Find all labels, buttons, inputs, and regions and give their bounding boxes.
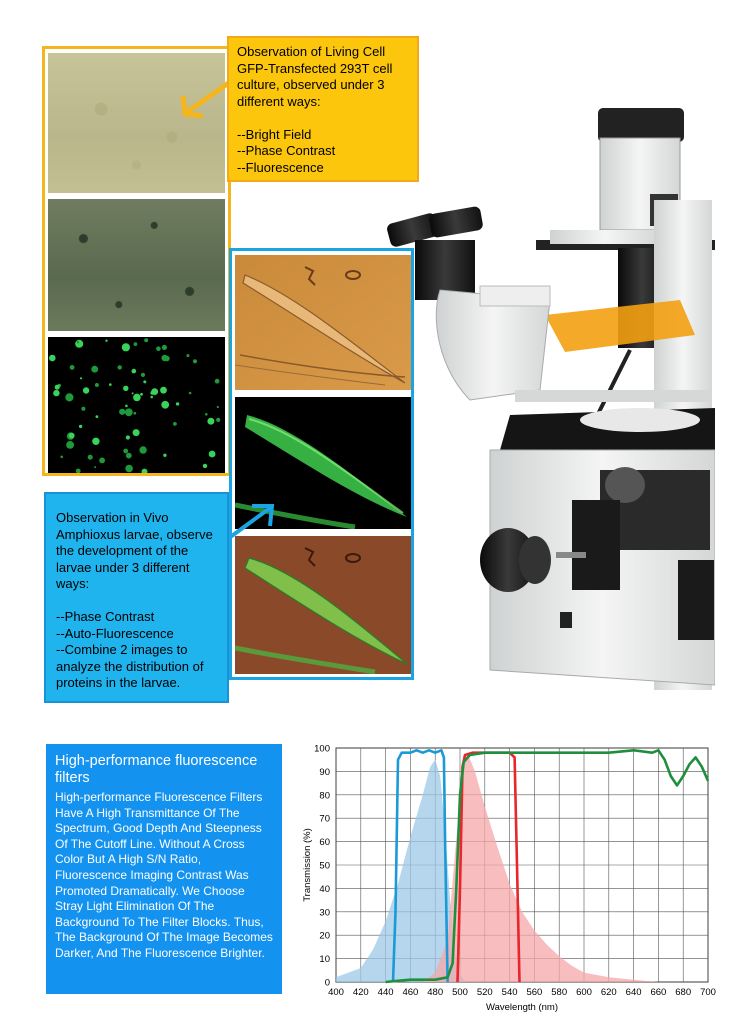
fluorescent-cell — [99, 458, 105, 464]
y-tick-label: 10 — [319, 954, 330, 966]
y-tick-label: 80 — [319, 790, 330, 802]
fluorescent-cell — [80, 377, 82, 379]
fluorescent-cell — [122, 343, 130, 351]
chart-x-axis-label: Wavelength (nm) — [486, 1002, 558, 1013]
fluorescent-cell — [203, 464, 207, 468]
fluorescent-cell — [105, 340, 107, 342]
fluorescent-cell — [119, 409, 125, 415]
fluorescent-cell — [88, 455, 93, 460]
fluorescent-cell — [70, 365, 75, 370]
fluorescent-cell — [53, 390, 59, 396]
fluorescent-cell — [133, 412, 136, 415]
x-tick-label: 580 — [551, 987, 568, 998]
fluorescent-cell — [125, 405, 128, 408]
chart-y-axis-label: Transmission (%) — [302, 828, 313, 902]
fluorescent-cell — [60, 456, 63, 459]
y-tick-label: 100 — [314, 743, 330, 755]
fluorescent-cell — [217, 406, 219, 408]
fluorescent-cell — [186, 354, 189, 357]
fluorescent-cell — [151, 388, 158, 395]
y-tick-label: 60 — [319, 837, 330, 849]
y-tick-label: 40 — [319, 883, 330, 895]
fluorescent-cell — [118, 365, 122, 369]
chart-x-tick-labels — [328, 987, 716, 998]
fluorescent-cell — [162, 345, 167, 350]
fluorescent-cell — [161, 355, 167, 361]
fluorescent-cell — [150, 396, 153, 399]
fluorescent-cell — [123, 449, 128, 454]
fluorescent-cell — [94, 466, 96, 468]
x-tick-label: 540 — [501, 987, 518, 998]
fluorescent-cell — [133, 394, 141, 402]
fluorescent-cell — [49, 355, 56, 362]
fluorescent-cell — [142, 469, 148, 473]
fluorescent-cell — [83, 387, 89, 393]
x-tick-label: 520 — [476, 987, 493, 998]
x-tick-label: 560 — [526, 987, 543, 998]
fluorescent-cell — [91, 366, 98, 373]
fluorescent-cell — [189, 392, 192, 395]
fluorescent-cell — [134, 342, 138, 346]
fluorescent-cell — [156, 346, 161, 351]
fluorescent-cell — [66, 441, 74, 449]
fluorescent-cell — [209, 451, 216, 458]
x-tick-label: 660 — [650, 987, 667, 998]
fluorescent-cell — [173, 422, 177, 426]
fluorescent-cell — [65, 393, 73, 401]
larvae-callout — [44, 492, 229, 703]
fluorescent-cell — [92, 438, 99, 445]
fluorescent-cell — [95, 383, 99, 387]
fluorescent-cell — [143, 380, 146, 383]
x-tick-label: 420 — [352, 987, 369, 998]
filters-title: High-performance fluorescence filters — [55, 753, 258, 786]
y-tick-label: 70 — [319, 813, 330, 825]
fluorescent-cell — [55, 385, 60, 390]
fluorescent-cell — [125, 408, 133, 416]
y-tick-label: 90 — [319, 766, 330, 778]
y-tick-label: 50 — [319, 860, 330, 872]
fluorescent-cell — [126, 435, 130, 439]
x-tick-label: 680 — [675, 987, 692, 998]
x-tick-label: 620 — [600, 987, 617, 998]
fluorescent-cell — [109, 383, 112, 386]
filters-info-box — [46, 744, 282, 994]
y-tick-label: 20 — [319, 930, 330, 942]
larvae-text: Observation in Vivo Amphioxus larvae, observe the development of the larvae under 3 different ways: --Phase Contrast --Auto-Fluorescence --Combine 2 images to analyze the distribution of proteins in the larvae. — [56, 510, 213, 690]
fluorescent-cell — [123, 386, 128, 391]
fluorescent-cell — [205, 413, 208, 416]
fluorescent-cell — [161, 401, 169, 409]
fluorescent-cell — [215, 379, 220, 384]
y-tick-label: 30 — [319, 907, 330, 919]
chart-y-tick-labels — [314, 744, 330, 989]
transmission-chart — [298, 740, 718, 1022]
fluorescent-cell — [176, 402, 179, 405]
fluorescence-image — [48, 337, 225, 473]
fluorescent-cell — [133, 429, 140, 436]
fluorescent-cell — [69, 433, 75, 439]
fluorescent-cell — [139, 446, 146, 453]
inverted-microscope-image — [360, 90, 715, 690]
x-tick-label: 440 — [377, 987, 394, 998]
fluorescent-cell — [77, 341, 80, 344]
fluorescent-cell — [79, 425, 82, 428]
fluorescent-cell — [163, 454, 166, 457]
fluorescent-cell — [125, 465, 133, 473]
fluorescent-cell — [140, 393, 143, 396]
x-tick-label: 500 — [452, 987, 468, 998]
x-tick-label: 460 — [402, 987, 419, 998]
fluorescent-cell — [76, 469, 81, 473]
fluorescent-cell — [160, 387, 167, 394]
x-tick-label: 700 — [700, 987, 716, 998]
filters-description: High-performance Fluorescence Filters Have A High Transmittance Of The Spectrum, Good Depth And Steepness Of The Cutoff Line. Without A Cross Color But A High S/N Ratio, Fluorescence Imaging Contrast Was Promoted Dramatically. We Choose Stray Light Elimination Of The Background To The Filter Blocks. Thus, The Background Of The Image Becomes Darker, And The Fluorescence Brighter. — [55, 790, 273, 960]
fluorescent-cell — [132, 392, 134, 394]
phase-contrast-image — [48, 199, 225, 331]
fluorescent-cell — [193, 359, 197, 363]
fluorescent-cell — [216, 418, 220, 422]
x-tick-label: 640 — [625, 987, 642, 998]
fluorescent-cell — [126, 453, 132, 459]
fluorescent-cell — [207, 418, 214, 425]
x-tick-label: 400 — [328, 987, 344, 998]
x-tick-label: 600 — [576, 987, 592, 998]
fluorescent-cell — [144, 338, 148, 342]
y-tick-label: 0 — [324, 977, 330, 989]
pointer-arrow-icon — [175, 78, 235, 120]
x-tick-label: 480 — [427, 987, 444, 998]
fluorescent-cell — [96, 415, 99, 418]
fluorescent-cell — [75, 340, 83, 348]
living-cell-text: Observation of Living Cell GFP-Transfected 293T cell culture, observed under 3 different ways: --Bright Field --Phase Contrast --Fluorescence — [237, 44, 393, 175]
fluorescent-cell — [141, 373, 145, 377]
fluorescent-cell — [81, 407, 85, 411]
fluorescent-cell — [132, 369, 137, 374]
bright-field-image — [48, 53, 225, 193]
